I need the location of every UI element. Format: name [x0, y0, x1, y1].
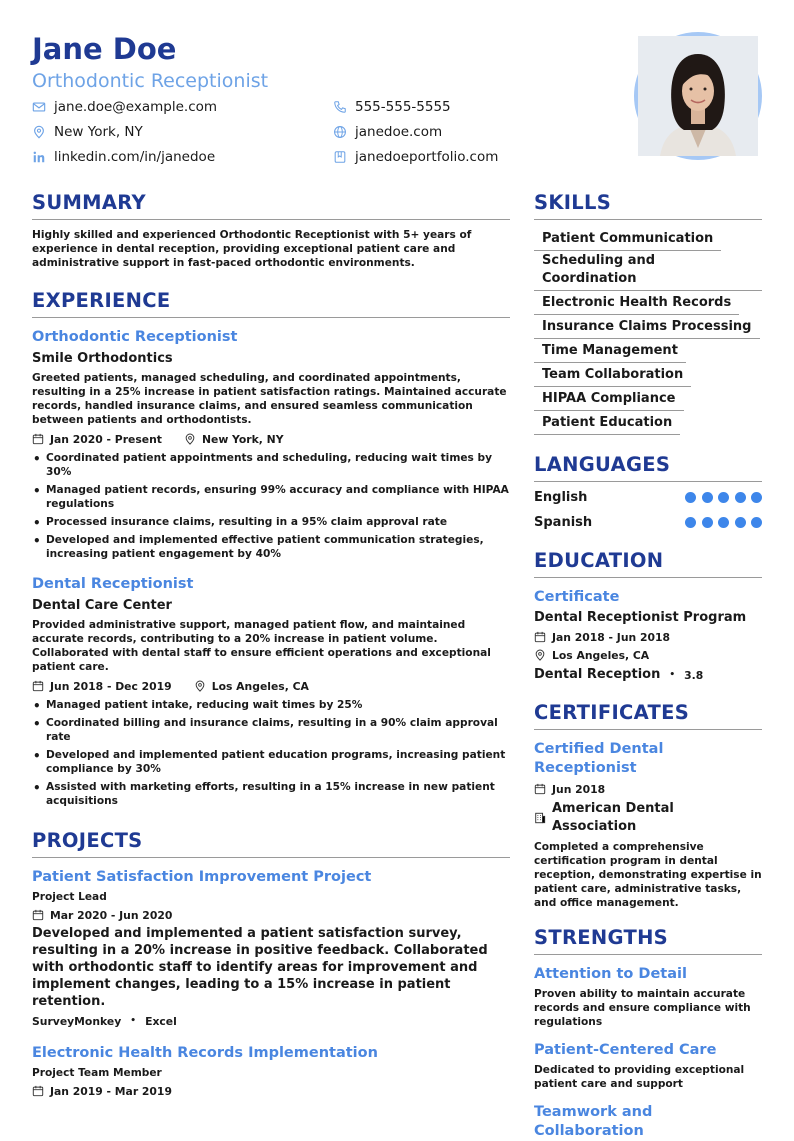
projects-heading: PROJECTS — [32, 830, 510, 858]
job-meta — [32, 431, 510, 447]
summary-text: Highly skilled and experienced Orthodontic Receptionist with 5+ years of experience in dental reception, providing exceptional patient care and administrative support in fast-paced orthodontic environments. — [32, 229, 472, 269]
strength-name: Teamwork and Collaboration — [534, 1104, 653, 1139]
program-name: Dental Receptionist Program — [534, 610, 747, 625]
strength-name: Patient-Centered Care — [534, 1042, 717, 1058]
language-level — [680, 492, 763, 503]
level-dot — [702, 517, 713, 528]
skill-tag: Insurance Claims Processing — [534, 317, 760, 339]
linkedin-text: linkedin.com/in/janedoe — [54, 149, 216, 165]
strength-description: Dedicated to providing exceptional patient care and support — [534, 1064, 745, 1090]
job-location: New York, NY — [201, 432, 284, 446]
resume-header — [32, 32, 762, 172]
education-dates: Jan 2018 - Jun 2018 — [552, 630, 670, 644]
phone-icon — [333, 100, 347, 114]
skill-tag: Electronic Health Records — [534, 293, 739, 315]
project-meta — [32, 907, 510, 923]
strength-item — [534, 1103, 762, 1141]
calendar-icon — [32, 1085, 44, 1097]
project-role: Project Team Member — [32, 1067, 162, 1079]
skills-list — [534, 227, 762, 435]
certificate-item — [534, 740, 762, 910]
certificate-issuer: American Dental Association — [552, 801, 674, 834]
profile-photo — [634, 32, 762, 160]
language-row — [534, 510, 762, 535]
contact-list — [32, 98, 592, 166]
education-item — [534, 588, 762, 684]
skill-tag: Patient Education — [534, 413, 680, 435]
level-dot — [751, 492, 762, 503]
certificate-date-row — [534, 781, 762, 797]
project-name: Electronic Health Records Implementation — [32, 1045, 378, 1061]
job-title: Dental Receptionist — [32, 576, 194, 592]
strength-name: Attention to Detail — [534, 966, 687, 982]
job-bullets — [32, 698, 510, 808]
calendar-icon — [32, 909, 44, 921]
mail-icon — [32, 100, 46, 114]
skill-tag: Time Management — [534, 341, 686, 363]
project-tools: SurveyMonkey • Excel — [32, 1014, 177, 1028]
project-role: Project Lead — [32, 891, 107, 903]
skill-tag: Patient Communication — [534, 229, 721, 251]
strength-description: Proven ability to maintain accurate records and ensure compliance with regulations — [534, 988, 751, 1028]
company-name: Dental Care Center — [32, 598, 172, 613]
skill-tag: Scheduling and Coordination — [534, 251, 762, 291]
language-level — [680, 517, 763, 528]
contact-phone[interactable] — [333, 98, 592, 116]
location-icon — [184, 433, 196, 445]
certificate-name: Certified Dental Receptionist — [534, 741, 664, 776]
tool-tag: Excel — [145, 1014, 177, 1028]
job-description: Provided administrative support, managed patient flow, and maintained accurate records, contributing to a 20% increase in patient volume. Collaborated with dental staff to ensure efficient operations and exceptional patient care. — [32, 619, 491, 673]
job-meta — [32, 678, 510, 694]
linkedin-icon — [32, 150, 46, 164]
candidate-name: Jane Doe — [32, 32, 177, 66]
list-item: • Assisted with marketing efforts, resulting in a 15% increase in new patient acquisitions — [32, 780, 510, 808]
level-dot — [751, 517, 762, 528]
project-item — [32, 868, 510, 1029]
phone-text: 555-555-5555 — [355, 99, 451, 115]
location-icon — [194, 680, 206, 692]
project-name: Patient Satisfaction Improvement Project — [32, 869, 372, 885]
job-dates: Jun 2018 - Dec 2019 — [50, 679, 172, 693]
strength-item — [534, 1041, 762, 1091]
project-dates: Mar 2020 - Jun 2020 — [50, 908, 173, 922]
level-dot — [685, 517, 696, 528]
gpa: 3.8 — [684, 668, 704, 682]
location-text: New York, NY — [54, 124, 143, 140]
education-field-row: Dental Reception • 3.8 — [534, 667, 704, 682]
calendar-icon — [534, 631, 546, 643]
list-item: • Developed and implemented patient education programs, increasing patient compliance by 30% — [32, 748, 510, 776]
website-text: janedoe.com — [355, 124, 443, 140]
building-icon — [534, 812, 546, 824]
skill-tag: HIPAA Compliance — [534, 389, 684, 411]
calendar-icon — [32, 433, 44, 445]
portfolio-text: janedoeportfolio.com — [355, 149, 499, 165]
skills-heading: SKILLS — [534, 192, 762, 220]
location-icon — [32, 125, 46, 139]
experience-item — [32, 575, 510, 808]
education-location: Los Angeles, CA — [552, 648, 650, 662]
list-item: • Developed and implemented effective patient communication strategies, increasing patient engagement by 40% — [32, 533, 510, 561]
level-dot — [735, 517, 746, 528]
education-heading: EDUCATION — [534, 550, 762, 578]
strengths-heading: STRENGTHS — [534, 927, 762, 955]
job-title: Orthodontic Receptionist — [32, 329, 238, 345]
languages-heading: LANGUAGES — [534, 454, 762, 482]
job-location: Los Angeles, CA — [211, 679, 309, 693]
certificates-heading: CERTIFICATES — [534, 702, 762, 730]
education-dates-row — [534, 629, 762, 645]
project-meta — [32, 1083, 510, 1099]
list-item: • Processed insurance claims, resulting in a 95% claim approval rate — [32, 515, 510, 529]
certificate-issuer-row — [534, 800, 762, 836]
contact-linkedin[interactable] — [32, 148, 333, 166]
summary-heading: SUMMARY — [32, 192, 510, 220]
level-dot — [702, 492, 713, 503]
degree: Certificate — [534, 589, 620, 605]
education-location-row — [534, 647, 762, 663]
job-dates: Jan 2020 - Present — [50, 432, 162, 446]
location-icon — [534, 649, 546, 661]
job-bullets — [32, 451, 510, 561]
level-dot — [718, 492, 729, 503]
email-text: jane.doe@example.com — [54, 99, 218, 115]
contact-email[interactable] — [32, 98, 333, 116]
list-item: • Coordinated billing and insurance claims, resulting in a 90% claim approval rate — [32, 716, 510, 744]
candidate-title: Orthodontic Receptionist — [32, 70, 269, 92]
language-name: English — [534, 490, 588, 505]
calendar-icon — [534, 783, 546, 795]
skill-tag: Team Collaboration — [534, 365, 691, 387]
project-item — [32, 1044, 510, 1099]
left-column — [32, 192, 510, 1099]
contact-website[interactable] — [333, 123, 592, 141]
list-item: • Managed patient intake, reducing wait times by 25% — [32, 698, 510, 712]
experience-item — [32, 328, 510, 561]
certificate-date: Jun 2018 — [552, 782, 606, 796]
level-dot — [685, 492, 696, 503]
calendar-icon — [32, 680, 44, 692]
field-of-study: Dental Reception — [534, 667, 661, 682]
certificate-description: Completed a comprehensive certification program in dental reception, demonstrating expertise in patient care, administrative tasks, and office management. — [534, 841, 762, 909]
avatar-portrait — [638, 36, 758, 156]
list-item: • Coordinated patient appointments and scheduling, reducing wait times by 30% — [32, 451, 510, 479]
language-name: Spanish — [534, 515, 593, 530]
level-dot — [735, 492, 746, 503]
tool-tag: SurveyMonkey — [32, 1014, 122, 1028]
project-dates: Jan 2019 - Mar 2019 — [50, 1084, 172, 1098]
contact-portfolio[interactable] — [333, 148, 592, 166]
globe-icon — [333, 125, 347, 139]
company-name: Smile Orthodontics — [32, 351, 173, 366]
strength-item — [534, 965, 762, 1029]
portfolio-icon — [333, 150, 347, 164]
job-description: Greeted patients, managed scheduling, and coordinated appointments, resulting in a 25% increase in patient satisfaction ratings. Maintained accurate records, handled insurance claims, and ensured seamless communication between patients and orthodontists. — [32, 372, 507, 426]
contact-location — [32, 123, 333, 141]
list-item: • Managed patient records, ensuring 99% accuracy and compliance with HIPAA regulations — [32, 483, 510, 511]
language-row — [534, 485, 762, 510]
project-description: Developed and implemented a patient satisfaction survey, resulting in a 20% increase in positive feedback. Collaborated with orthodontic staff to identify areas for improvement and implement changes, leading to a 15% increase in patient retention. — [32, 926, 488, 1009]
languages-list — [534, 485, 762, 535]
level-dot — [718, 517, 729, 528]
experience-heading: EXPERIENCE — [32, 290, 510, 318]
right-column — [534, 192, 762, 1141]
